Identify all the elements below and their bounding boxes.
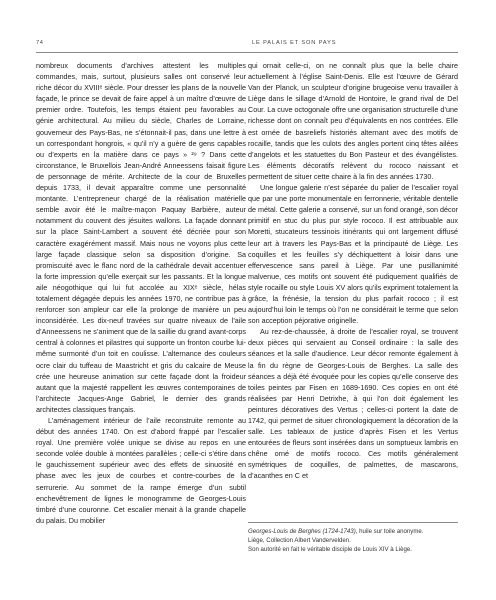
paragraph: L’aménagement intérieur de l’aile reconstruite remonte au début des années 1740. On est d’abord frappé par l’escalier royal. Une première volée unique se divise au repos en une seconde volée double à montées parallèles ; celle-ci s’étire dans le gauchissement supérieur avec des effets de sinuosité en phase avec les jeux de courbes et contre-courbes de la serrurerie. Au sommet de la rampe émerge d’un subtil enchevêtrement de lignes le monogramme de Georges-Louis timbré d’une couronne. Cet escalier menait à la grande chapelle du palais. Du mobilier bbox=[36, 416, 246, 525]
caption-line-2: Liège, Collection Albert Vandervelden. bbox=[248, 537, 351, 544]
caption-medium: huile sur toile anonyme. bbox=[357, 528, 424, 535]
paragraph: nombreux documents d’archives attestent les multiples commandes, mais, surtout, plusieurs salles ont conservé leur riche décor du XVIIIᵉ siècle. Pour dresser les plans de la nouvelle façade, le prince se devait de faire appel à un maître d’œuvre de premier ordre. Toutefois, les temps étaient peu favorables au génie architectural. Au milieu du siècle, Charles de Lorraine, gouverneur des Pays-Bas, ne s’étonnait-il pas, dans une lettre à un correspondant hongrois, « qu’il n’y a guère de gens capables ou d’experts en la matière dans ce pays » ²⁹ ? Dans cette circonstance, le Bruxellois Jean-André Anneessens faisait figure de personnage de mérite. Architecte de la cour de Bruxelles depuis 1733, il devait apparaître comme une personnalité montante. L’entrepreneur chargé de la réalisation matérielle semble avoir été le maître-maçon Paquay Barbière, auteur notamment du couvent des jésuites wallons. La façade donnant sur la place Saint-Lambert a souvent été décriée pour son caractère exagérément massif. Mais nous ne voyons plus cette large façade classique selon sa disposition d’origine. Sa promiscuité avec le flanc nord de la cathédrale devait accentuer la forte impression qu’elle exerçait sur les passants. Et la longue aile néogothique qui lui fut accolée au XIXᵉ siècle, hélas totalement dégagée depuis les années 1970, ne contribue pas à renforcer son ampleur car elle la prolonge de manière un peu inconsidérée. Les dix-neuf travées sur quatre niveaux de l’aile d’Anneessens ne s’animent que de la saillie du grand avant-corps central à colonnes et pilastres qui supporte un fronton courbe lui-même surmonté d’un toit en coulisse. L’alternance des couleurs ocre clair du tuffeau de Maastricht et gris du calcaire de Meuse crée une heureuse animation sur cette façade dont la froideur autant que la majesté rappellent les œuvres contemporaines de l’architecte Jacques-Ange Gabriel, le dernier des grands architectes classiques français. bbox=[36, 61, 246, 414]
right-column bbox=[248, 60, 458, 482]
page-number: 74 bbox=[36, 40, 44, 46]
caption-rule bbox=[248, 522, 458, 523]
paragraph: Au rez-de-chaussée, à droite de l’escalier royal, se trouvent deux pièces qui servaient au Conseil ordinaire : la salle des séances et la salle d’audience. Leur décor remonte également à la fin du règne de Georges-Louis de Berghes. La salle des séances a déjà été évoquée pour les copies qu’elle conserve des toiles peintes par Fisen en 1689-1690. Ces copies en ont été réalisées par Henri Detrixhe, à qui l’on doit également les peintures décoratives des Vertus ; celles-ci portent la date de 1742, qui permet de situer chronologiquement la décoration de la salle. Les tableaux de justice d’après Fisen et les Vertus entourées de fleurs sont insérées dans un somptueux lambris en chêne orné de motifs rococo. Ces motifs généralement symétriques de coquilles, de palmettes, de mascarons, d’acanthes en C et bbox=[248, 327, 458, 481]
caption-line-1 bbox=[248, 527, 458, 536]
paragraph: Une longue galerie n’est séparée du palier de l’escalier royal que par une porte monumentale en ferronnerie, véritable dentelle de métal. Cette galerie a conservé, sur un fond orangé, son décor primitif en stuc du plus pur style rococo. Il est attribuable aux Moretti, stucateurs tessinois itinérants qui ont largement diffusé leur art à travers les Pays-Bas et la principauté de Liège. Les coquilles et les feuilles s’y déchiquettent à loisir dans une effervescence sans pareil à Liège. Par une pusillanimité malvenue, ces motifs ont souvent été pudiquement qualifiés de style rocaille ou style Louis XV alors qu’ils expriment totalement la grâce, la frénésie, la tension du plus parfait rococo ; il est aujourd’hui loin le temps où l’on ne considérait le terme que selon son acception péjorative originelle. bbox=[248, 183, 458, 326]
header-rule bbox=[36, 52, 458, 53]
figure-caption bbox=[248, 527, 458, 554]
running-header bbox=[36, 40, 458, 50]
running-title: LE PALAIS ET SON PAYS bbox=[252, 40, 337, 46]
paragraph: qui ornait celle-ci, on ne connaît plus que la belle chaire actuellement à l’église Saint-Denis. Elle est l’œuvre de Gérard Van der Planck, un sculpteur d’origine brugeoise venu travailler à Liège dans le sillage d’Arnold de Hontoire, le grand rival de Del Cour. La cuve octogonale offre une organisation structurelle d’une richesse dont on connaît peu d’équivalents en nos contrées. Elle est ornée de basreliefs historiés alternant avec des motifs de rocaille, tandis que les culots des angles portent cinq têtes ailées d’angelots et les statuettes du Bon Pasteur et des évangélistes. Les éléments décoratifs relèvent du rococo naissant et permettent de situer cette chaire à la fin des années 1730. bbox=[248, 61, 458, 181]
caption-line-3: Son autorité en fait le véritable disciple de Louis XIV à Liège. bbox=[248, 546, 412, 553]
left-column bbox=[36, 60, 246, 526]
caption-title: Georges-Louis de Berghes (1724-1743), bbox=[248, 528, 358, 535]
